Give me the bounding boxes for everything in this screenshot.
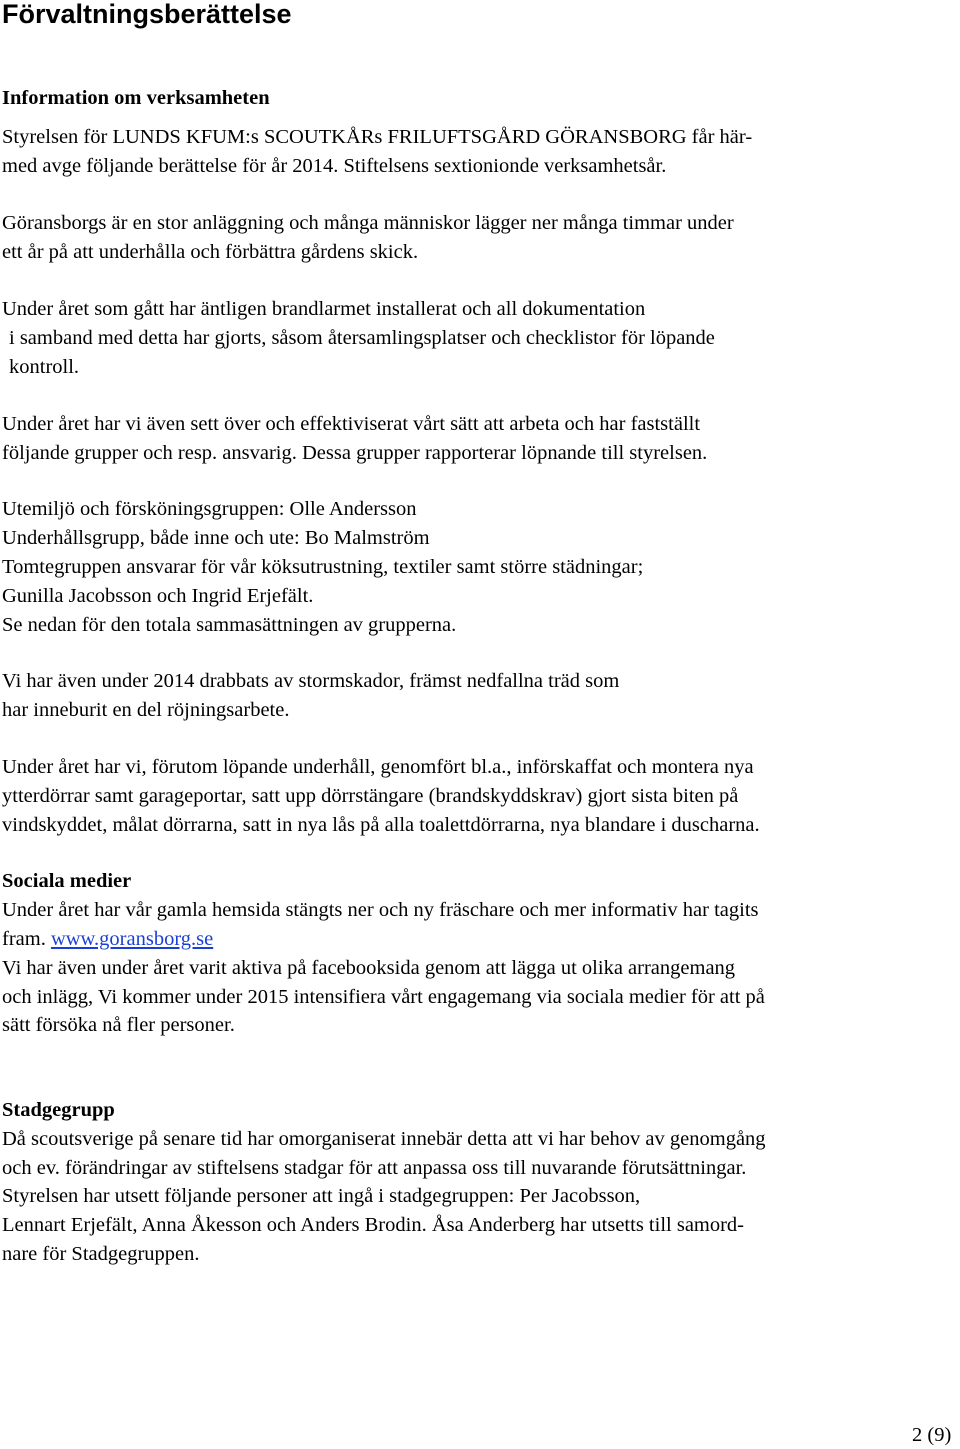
text-line: Utemiljö och försköningsgruppen: Olle Andersson	[2, 498, 417, 520]
text-line: Under året har vår gamla hemsida stängts ner och ny fräschare och mer informativ har tagits	[2, 899, 759, 921]
section-heading-statutes-group: Stadgegrupp	[2, 1099, 115, 1121]
text-line: Lennart Erjefält, Anna Åkesson och Anders Brodin. Åsa Anderberg har utsetts till samord-	[2, 1214, 745, 1236]
text-line: Tomtegruppen ansvarar för vår köksutrustning, textiler samt större städningar;	[2, 556, 644, 578]
text-line: Göransborgs är en stor anläggning och många människor lägger ner många timmar under	[2, 212, 734, 234]
text-line: kontroll.	[9, 356, 80, 378]
text-line: vindskyddet, målat dörrarna, satt in nya lås på alla toalettdörrarna, nya blandare i duscharna.	[2, 814, 760, 836]
text-line: i samband med detta har gjorts, såsom återsamlingsplatser och checklistor för löpande	[9, 327, 715, 349]
page-number: 2 (9)	[912, 1424, 952, 1446]
text-line: Gunilla Jacobsson och Ingrid Erjefält.	[2, 585, 314, 607]
text-line: Se nedan för den totala sammasättningen av grupperna.	[2, 614, 457, 636]
text-line: Underhållsgrupp, både inne och ute: Bo Malmström	[2, 527, 430, 549]
text-line: ytterdörrar samt garageportar, satt upp dörrstängare (brandskyddskrav) gjort sista biten på	[2, 785, 739, 807]
text-line: Styrelsen har utsett följande personer att ingå i stadgegruppen: Per Jacobsson,	[2, 1185, 641, 1207]
text-line: Under året har vi, förutom löpande underhåll, genomfört bl.a., införskaffat och montera nya	[2, 756, 754, 778]
text-line: nare för Stadgegruppen.	[2, 1243, 200, 1265]
text-line: sätt försöka nå fler personer.	[2, 1014, 235, 1036]
text-line: och ev. förändringar av stiftelsens stadgar för att anpassa oss till nuvarande förutsättningar.	[2, 1157, 747, 1179]
website-link[interactable]: www.goransborg.se	[50, 928, 214, 950]
section-heading-social-media: Sociala medier	[2, 870, 132, 892]
text-line: ett år på att underhålla och förbättra gårdens skick.	[2, 241, 419, 263]
text-line: Styrelsen för LUNDS KFUM:s SCOUTKÅRs FRILUFTSGÅRD GÖRANSBORG får här-	[2, 126, 753, 148]
section-heading-information: Information om verksamheten	[2, 87, 270, 109]
text-line: Under året har vi även sett över och effektiviserat vårt sätt att arbeta och har fastställt	[2, 413, 701, 435]
text-line: Då scoutsverige på senare tid har omorganiserat innebär detta att vi har behov av genomgång	[2, 1128, 766, 1150]
text-line: har inneburit en del röjningsarbete.	[2, 699, 290, 721]
text-line: med avge följande berättelse för år 2014. Stiftelsens sextionionde verksamhetsår.	[2, 155, 667, 177]
page-title: Förvaltningsberättelse	[2, 0, 292, 29]
text-line: och inlägg, Vi kommer under 2015 intensifiera vårt engagemang via sociala medier för att på	[2, 986, 765, 1008]
text-line: Vi har även under året varit aktiva på facebooksida genom att lägga ut olika arrangemang	[2, 957, 736, 979]
text-fragment: fram.	[2, 928, 51, 950]
text-line	[2, 925, 213, 953]
text-line: Vi har även under 2014 drabbats av stormskador, främst nedfallna träd som	[2, 670, 620, 692]
text-line: följande grupper och resp. ansvarig. Dessa grupper rapporterar löpnande till styrelsen.	[2, 442, 708, 464]
text-line: Under året som gått har äntligen brandlarmet installerat och all dokumentation	[2, 298, 646, 320]
